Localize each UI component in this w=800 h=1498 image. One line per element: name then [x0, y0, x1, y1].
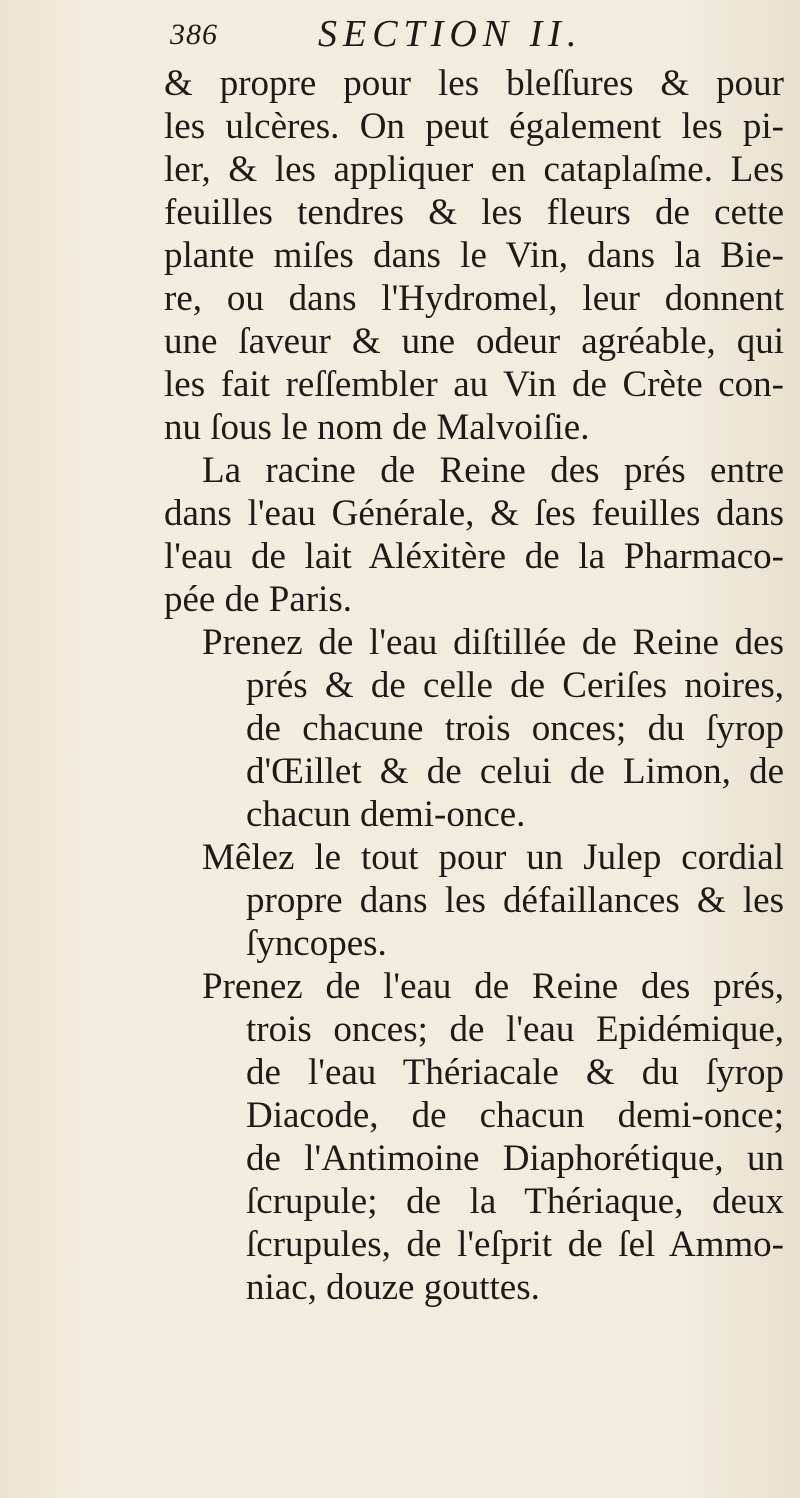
text-line: chacun demi-once.: [246, 794, 526, 835]
page-header: [170, 8, 770, 58]
text-line: les fait reſſembler au Vin de Crète con-: [164, 364, 784, 405]
text-line: re, ou dans l'Hydromel, leur donnent: [164, 278, 784, 319]
text-line: l'eau de lait Aléxitère de la Pharmaco-: [164, 536, 784, 577]
body-text: [164, 62, 784, 1309]
text-line: feuilles tendres & les fleurs de cette: [164, 192, 784, 233]
text-line: Mêlez le tout pour un Julep cordial: [202, 837, 784, 878]
text-line: trois onces; de l'eau Epidémique,: [246, 1009, 784, 1050]
text-line: de chacune trois onces; du ſyrop: [246, 708, 784, 749]
text-line: & propre pour les bleſſures & pour: [164, 63, 784, 104]
text-line: d'Œillet & de celui de Limon, de: [246, 751, 784, 792]
text-line: une ſaveur & une odeur agréable, qui: [164, 321, 784, 362]
paragraph: [164, 449, 784, 621]
text-line: La racine de Reine des prés entre: [202, 450, 784, 491]
text-line: ſyncopes.: [246, 923, 387, 964]
text-line: Prenez de l'eau diſtillée de Reine des: [202, 622, 784, 663]
text-line: niac, douze gouttes.: [246, 1267, 540, 1308]
page-number: 386: [170, 18, 218, 51]
text-line: pée de Paris.: [164, 579, 353, 620]
recipe-paragraph: [164, 836, 784, 965]
text-line: plante miſes dans le Vin, dans la Bie-: [164, 235, 784, 276]
text-line: prés & de celle de Ceriſes noires,: [246, 665, 784, 706]
running-head: SECTION II.: [318, 13, 583, 55]
text-line: dans l'eau Générale, & ſes feuilles dans: [164, 493, 784, 534]
text-line: Diacode, de chacun demi-once;: [246, 1095, 784, 1136]
recipe-paragraph: [164, 621, 784, 836]
text-line: Prenez de l'eau de Reine des prés,: [202, 966, 784, 1007]
text-line: propre dans les défaillances & les: [246, 880, 784, 921]
text-line: nu ſous le nom de Malvoiſie.: [164, 407, 590, 448]
text-line: de l'eau Thériacale & du ſyrop: [246, 1052, 784, 1093]
text-line: ſcrupule; de la Thériaque, deux: [246, 1181, 784, 1222]
text-line: ſcrupules, de l'eſprit de ſel Ammo-: [246, 1224, 784, 1265]
recipe-paragraph: [164, 965, 784, 1309]
paragraph: [164, 62, 784, 449]
text-line: les ulcères. On peut également les pi-: [164, 106, 784, 147]
text-line: de l'Antimoine Diaphorétique, un: [246, 1138, 784, 1179]
text-line: ler, & les appliquer en cataplaſme. Les: [164, 149, 784, 190]
